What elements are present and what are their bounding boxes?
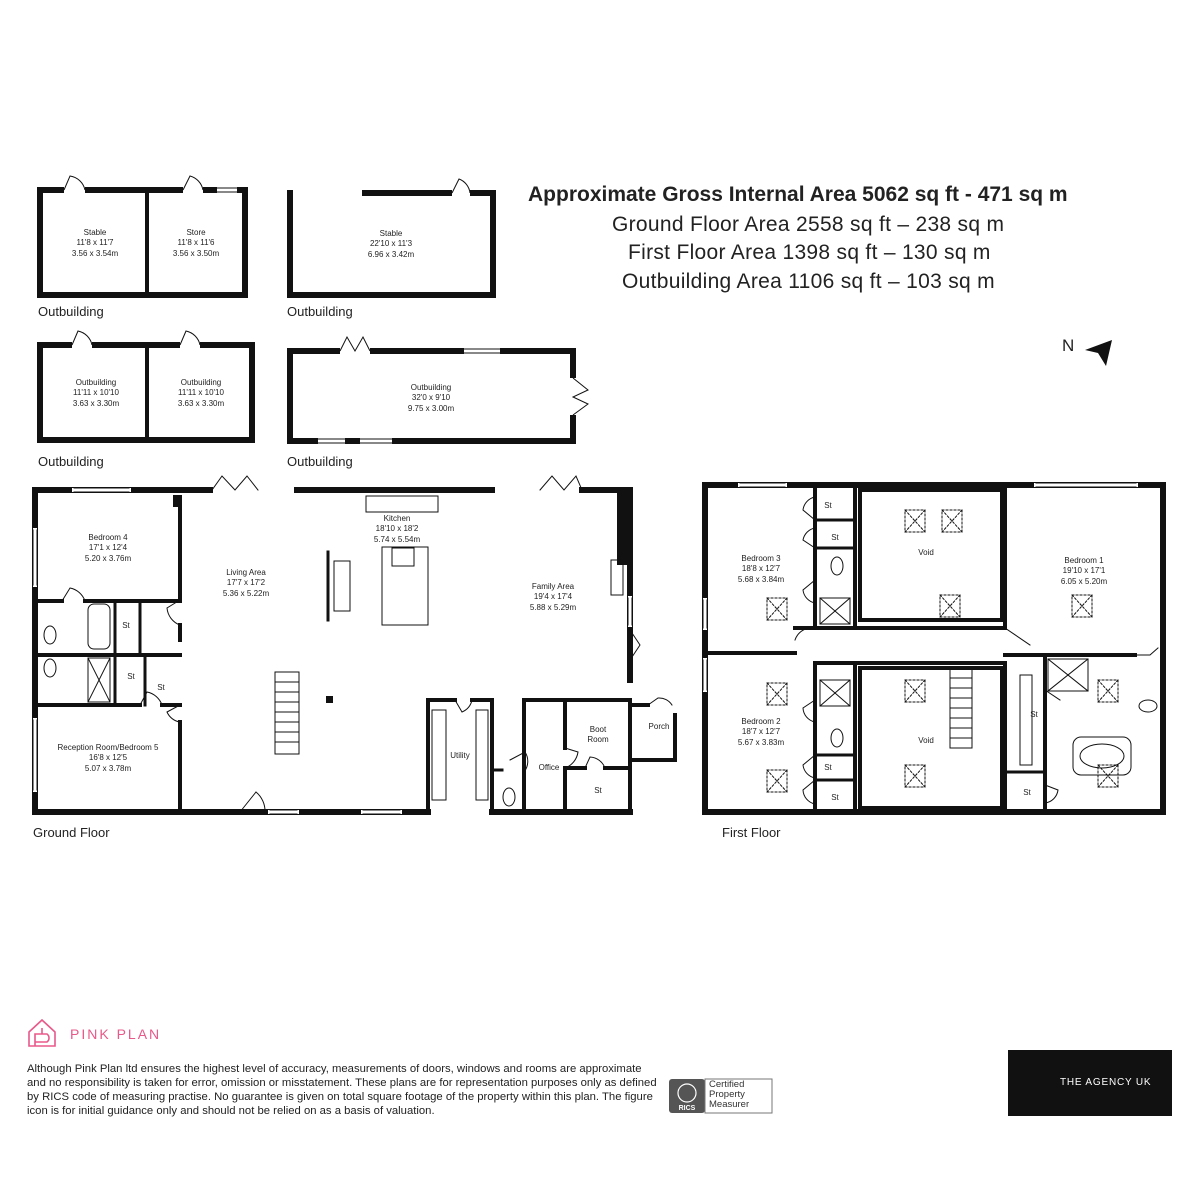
room-name: Outbuilding: [180, 378, 222, 387]
ground-floor-area: Ground Floor Area 2558 sq ft – 238 sq m: [612, 213, 1005, 236]
room-metric: 5.68 x 3.84m: [737, 575, 785, 584]
room-name: Boot: [589, 725, 607, 734]
room-name: St: [127, 672, 135, 681]
room-name: Bedroom 1: [1064, 556, 1104, 565]
room-metric: 5.67 x 3.83m: [737, 738, 785, 747]
room-imperial: 11'8 x 11'6: [177, 238, 215, 247]
room-name: Room: [587, 735, 609, 744]
room-name: St: [157, 683, 165, 692]
room-name: Void: [918, 548, 934, 557]
room-name: Living Area: [226, 568, 266, 577]
room-name: St: [831, 793, 839, 802]
room-imperial: 11'11 x 10'10: [73, 388, 119, 397]
compass-arrow-icon: [1085, 340, 1112, 366]
room-name: Stable: [83, 228, 107, 237]
room-name: Kitchen: [383, 514, 411, 523]
rics-label: RICS: [678, 1105, 696, 1112]
room-metric: 3.63 x 3.30m: [177, 399, 225, 408]
first-floor-walls: [703, 483, 1163, 812]
ground-floor-caption: Ground Floor: [33, 825, 110, 840]
room-name: Store: [186, 228, 206, 237]
room-name: Stable: [379, 229, 403, 238]
room-name: Porch: [648, 722, 670, 731]
gross-area-title: Approximate Gross Internal Area 5062 sq ft - 471 sq m: [528, 183, 1068, 206]
rics-line: Certified: [709, 1079, 745, 1090]
room-metric: 3.63 x 3.30m: [72, 399, 120, 408]
agency-name: THE AGENCY UK: [1060, 1077, 1152, 1088]
room-imperial: 17'7 x 17'2: [226, 578, 266, 587]
room-name: St: [122, 621, 130, 630]
room-name: St: [594, 786, 602, 795]
room-imperial: 17'1 x 12'4: [88, 543, 128, 552]
room-imperial: 11'8 x 11'7: [76, 238, 114, 247]
room-name: St: [824, 501, 832, 510]
first-floor-caption: First Floor: [722, 825, 781, 840]
brand-name: PINK PLAN: [70, 1026, 162, 1042]
rics-certified-text: [709, 1080, 749, 1110]
room-metric: 5.88 x 5.29m: [529, 603, 577, 612]
room-name: Void: [918, 736, 934, 745]
room-name: Reception Room/Bedroom 5: [57, 743, 159, 752]
room-imperial: 11'11 x 10'10: [178, 388, 224, 397]
outbuilding-caption: Outbuilding: [287, 454, 353, 469]
room-name: Outbuilding: [410, 383, 452, 392]
room-metric: 5.36 x 5.22m: [222, 589, 270, 598]
room-name: Bedroom 2: [741, 717, 781, 726]
room-name: Bedroom 3: [741, 554, 781, 563]
room-name: Bedroom 4: [88, 533, 128, 542]
outbuilding-caption: Outbuilding: [287, 304, 353, 319]
room-metric: 5.07 x 3.78m: [84, 764, 132, 773]
room-imperial: 18'8 x 12'7: [741, 564, 781, 573]
room-name: St: [824, 763, 832, 772]
rics-line: Measurer: [709, 1099, 750, 1110]
room-name: St: [1030, 710, 1038, 719]
room-imperial: 22'10 x 11'3: [369, 239, 413, 248]
compass: [1062, 336, 1112, 366]
room-name: Family Area: [531, 582, 575, 591]
room-name: St: [1023, 788, 1031, 797]
outbuilding-1: [40, 176, 245, 295]
room-metric: 9.75 x 3.00m: [407, 404, 455, 413]
room-metric: 5.20 x 3.76m: [84, 554, 132, 563]
room-imperial: 16'8 x 12'5: [88, 753, 128, 762]
room-imperial: 32'0 x 9'10: [411, 393, 451, 402]
outbuilding-area: Outbuilding Area 1106 sq ft – 103 sq m: [622, 270, 995, 293]
room-metric: 6.05 x 5.20m: [1060, 577, 1108, 586]
room-name: Outbuilding: [75, 378, 117, 387]
first-floor-area: First Floor Area 1398 sq ft – 130 sq m: [628, 241, 991, 264]
room-imperial: 19'10 x 17'1: [1062, 566, 1106, 575]
room-metric: 3.56 x 3.50m: [172, 249, 220, 258]
disclaimer: Although Pink Plan ltd ensures the highest level of accuracy, measurements of doors, windows and rooms are approximate and no responsibility is taken for error, omission or misstatement. These plans are for representation purposes only as defined by RICS code of measuring practise. No guarantee is given on total square footage of the property within this plan. The figure icon is for initial guidance only and should not be relied on as a basis of valuation.: [27, 1063, 657, 1117]
room-imperial: 19'4 x 17'4: [533, 592, 573, 601]
room-imperial: 18'7 x 12'7: [741, 727, 781, 736]
outbuilding-caption: Outbuilding: [38, 304, 104, 319]
compass-label: N: [1062, 336, 1075, 355]
room-imperial: 18'10 x 18'2: [375, 524, 419, 533]
pink-plan-logo: [29, 1020, 55, 1046]
room-name: St: [831, 533, 839, 542]
rics-line: Property: [709, 1089, 745, 1100]
room-name: Utility: [450, 751, 470, 760]
room-metric: 5.74 x 5.54m: [373, 535, 421, 544]
outbuilding-caption: Outbuilding: [38, 454, 104, 469]
room-name: Office: [538, 763, 560, 772]
room-metric: 6.96 x 3.42m: [367, 250, 415, 259]
room-metric: 3.56 x 3.54m: [71, 249, 119, 258]
